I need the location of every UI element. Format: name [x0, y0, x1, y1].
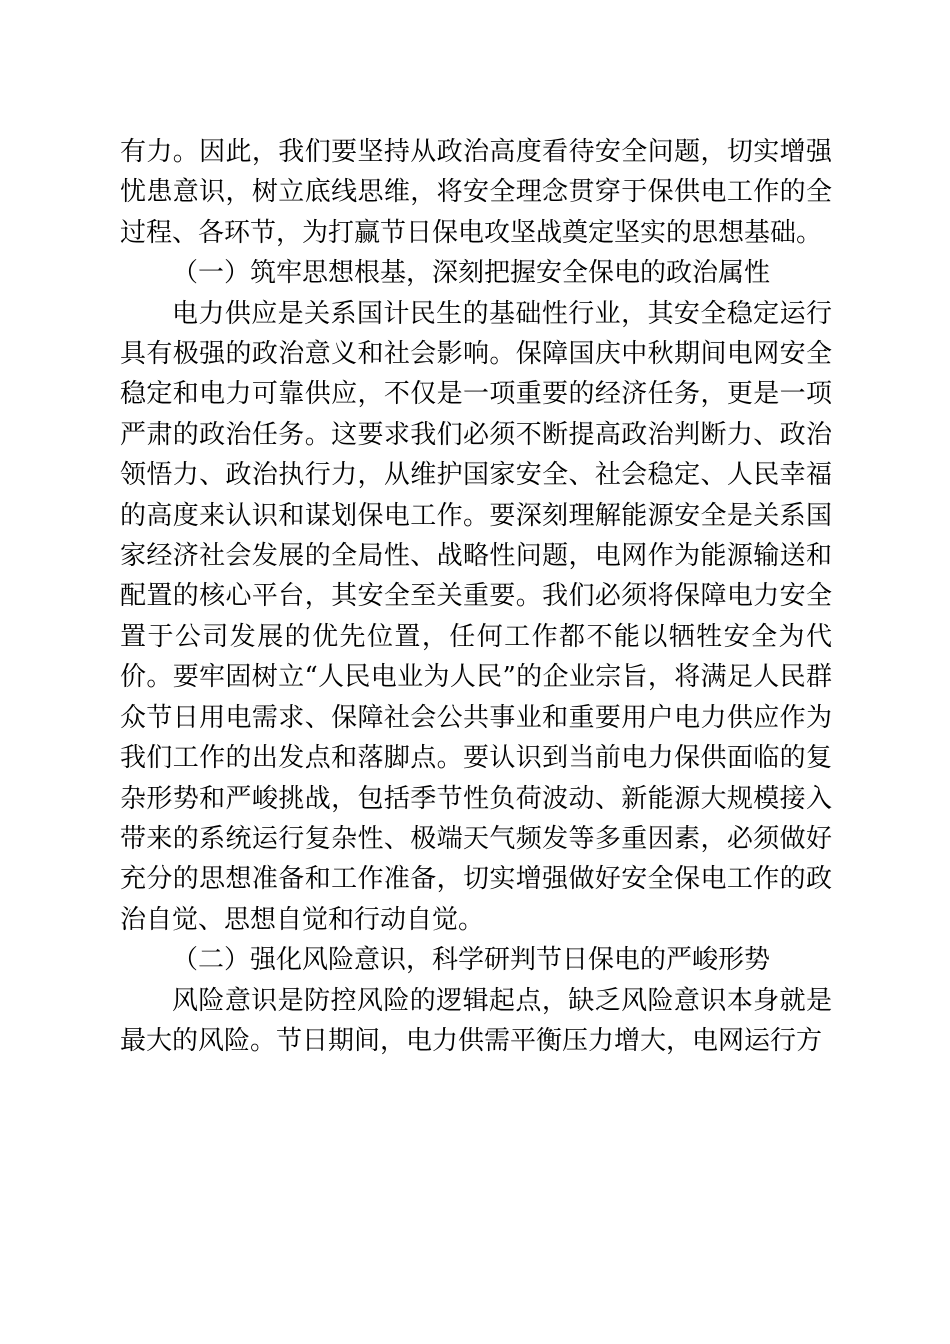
- paragraph-continuation: 有力。因此，我们要坚持从政治高度看待安全问题，切实增强忧患意识，树立底线思维，将安全理念贯穿于保供电工作的全过程、各环节，为打赢节日保电攻坚战奠定坚实的思想基础。: [120, 137, 832, 248]
- section-heading-2: （二）强化风险意识，科学研判节日保电的严峻形势: [172, 945, 771, 976]
- section-heading-1: （一）筑牢思想根基，深刻把握安全保电的政治属性: [172, 258, 771, 289]
- paragraph-section-1: 电力供应是关系国计民生的基础性行业，其安全稳定运行具有极强的政治意义和社会影响。保障国庆中秋期间电网安全稳定和电力可靠供应，不仅是一项重要的经济任务，更是一项严肃的政治任务。这要求我们必须不断提高政治判断力、政治领悟力、政治执行力，从维护国家安全、社会稳定、人民幸福的高度来认识和谋划保电工作。要深刻理解能源安全是关系国家经济社会发展的全局性、战略性问题，电网作为能源输送和配置的核心平台，其安全至关重要。我们必须将保障电力安全置于公司发展的优先位置，任何工作都不能以牺牲安全为代价。要牢固树立“人民电业为人民”的企业宗旨，将满足人民群众节日用电需求、保障社会公共事业和重要用户电力供应作为我们工作的出发点和落脚点。要认识到当前电力保供面临的复杂形势和严峻挑战，包括季节性负荷波动、新能源大规模接入带来的系统运行复杂性、极端天气频发等多重因素，必须做好充分的思想准备和工作准备，切实增强做好安全保电工作的政治自觉、思想自觉和行动自觉。: [120, 298, 832, 935]
- document-body: [120, 132, 832, 1061]
- paragraph-section-2: 风险意识是防控风险的逻辑起点，缺乏风险意识本身就是最大的风险。节日期间，电力供需平衡压力增大，电网运行方: [120, 985, 832, 1056]
